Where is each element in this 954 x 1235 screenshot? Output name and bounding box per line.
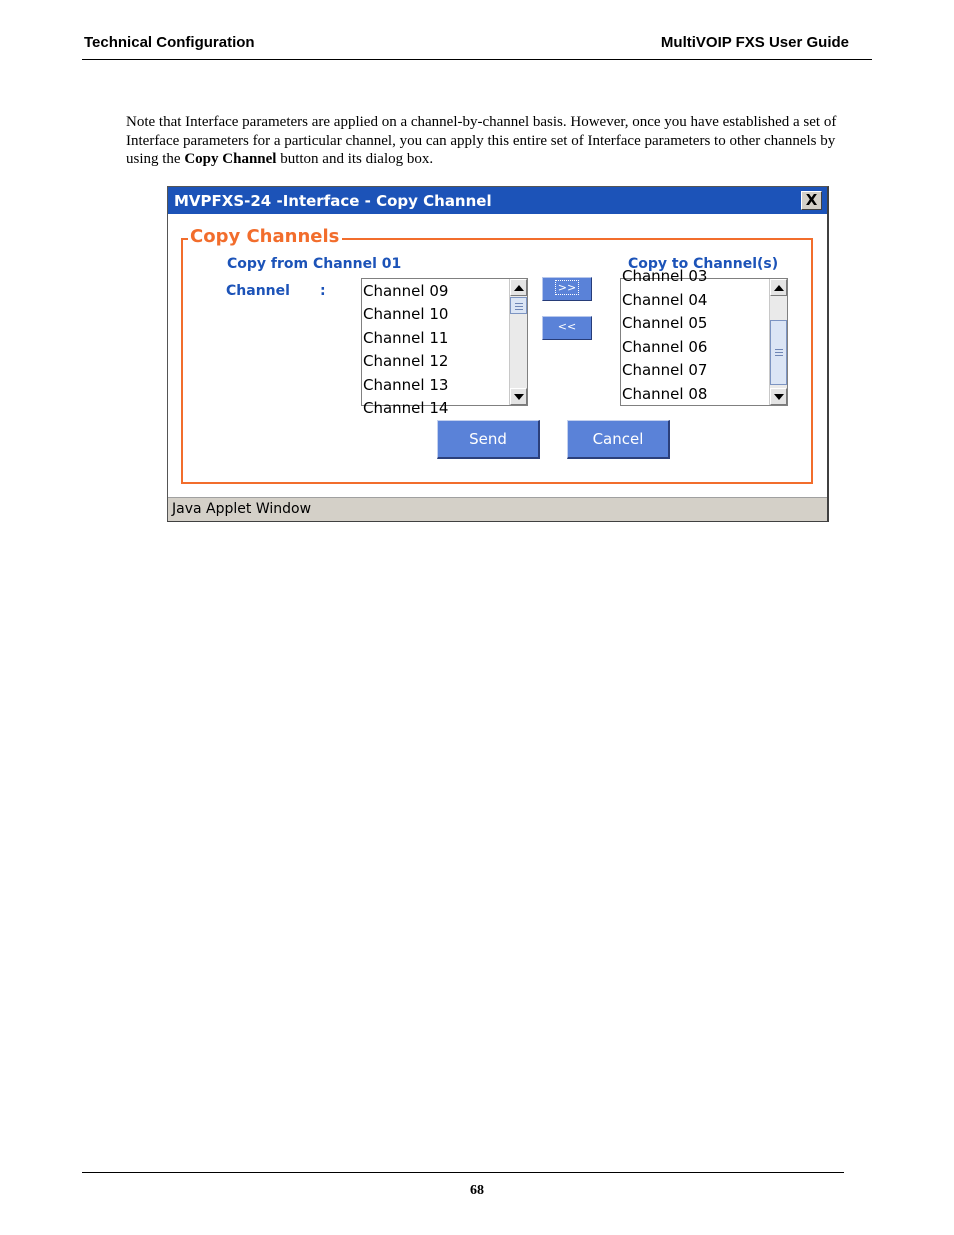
scroll-thumb[interactable] xyxy=(770,320,787,385)
list-item[interactable]: Channel 14 xyxy=(363,399,449,417)
paragraph-text-after: button and its dialog box. xyxy=(276,151,434,167)
target-channel-list[interactable] xyxy=(620,267,788,406)
scroll-up-button[interactable] xyxy=(510,279,527,296)
header-guide-title: MultiVOIP FXS User Guide xyxy=(660,34,849,51)
scroll-thumb[interactable] xyxy=(510,297,527,314)
list-item[interactable]: Channel 07 xyxy=(622,361,708,379)
scroll-up-button[interactable] xyxy=(770,279,787,296)
arrow-down-icon xyxy=(774,394,784,400)
copy-to-label: Copy to Channel(s) xyxy=(628,256,779,272)
dialog-titlebar[interactable] xyxy=(168,187,827,214)
remove-channel-button[interactable]: << xyxy=(542,316,592,340)
close-button[interactable] xyxy=(801,191,822,210)
list-item[interactable]: Channel 10 xyxy=(363,305,449,323)
close-icon: X xyxy=(805,191,818,209)
send-button[interactable]: Send xyxy=(437,420,540,459)
group-title: Copy Channels xyxy=(188,226,342,247)
arrow-down-icon xyxy=(514,394,524,400)
intro-paragraph xyxy=(126,113,866,169)
dialog-title: MVPFXS-24 -Interface - Copy Channel xyxy=(174,192,492,210)
page-number: 68 xyxy=(470,1183,484,1198)
source-channel-list[interactable] xyxy=(361,278,528,417)
list-item[interactable]: Channel 04 xyxy=(622,291,708,309)
list-item[interactable]: Channel 13 xyxy=(363,376,449,394)
list-item[interactable]: Channel 12 xyxy=(363,352,449,370)
target-list-scrollbar[interactable] xyxy=(769,279,787,405)
header-rule xyxy=(82,59,872,60)
applet-status-bar: Java Applet Window xyxy=(168,497,827,521)
list-item[interactable]: Channel 08 xyxy=(622,385,708,403)
source-list-scrollbar[interactable] xyxy=(509,279,527,405)
list-item[interactable]: Channel 11 xyxy=(363,329,449,347)
channel-colon: : xyxy=(320,283,326,299)
list-item[interactable]: Channel 09 xyxy=(363,282,449,300)
header-section-title: Technical Configuration xyxy=(84,34,255,51)
arrow-up-icon xyxy=(514,285,524,291)
list-item[interactable]: Channel 05 xyxy=(622,314,708,332)
copy-from-label: Copy from Channel 01 xyxy=(227,256,402,272)
scroll-down-button[interactable] xyxy=(510,388,527,405)
copy-channel-dialog xyxy=(167,186,829,522)
scroll-down-button[interactable] xyxy=(770,388,787,405)
arrow-up-icon xyxy=(774,285,784,291)
cancel-button[interactable]: Cancel xyxy=(567,420,670,459)
channel-label: Channel xyxy=(226,283,290,299)
paragraph-text-before: Note that Interface parameters are applied on a channel-by-channel basis. However, once you have established a set of Interface parameters for a particular channel, you can apply this entire set of Interface parameters to other channels by using the xyxy=(126,114,837,167)
add-channel-button[interactable]: >> xyxy=(542,277,592,301)
list-item[interactable]: Channel 06 xyxy=(622,338,708,356)
list-item[interactable]: Channel 03 xyxy=(622,267,708,285)
footer-rule xyxy=(82,1172,844,1173)
paragraph-bold-term: Copy Channel xyxy=(184,151,277,167)
